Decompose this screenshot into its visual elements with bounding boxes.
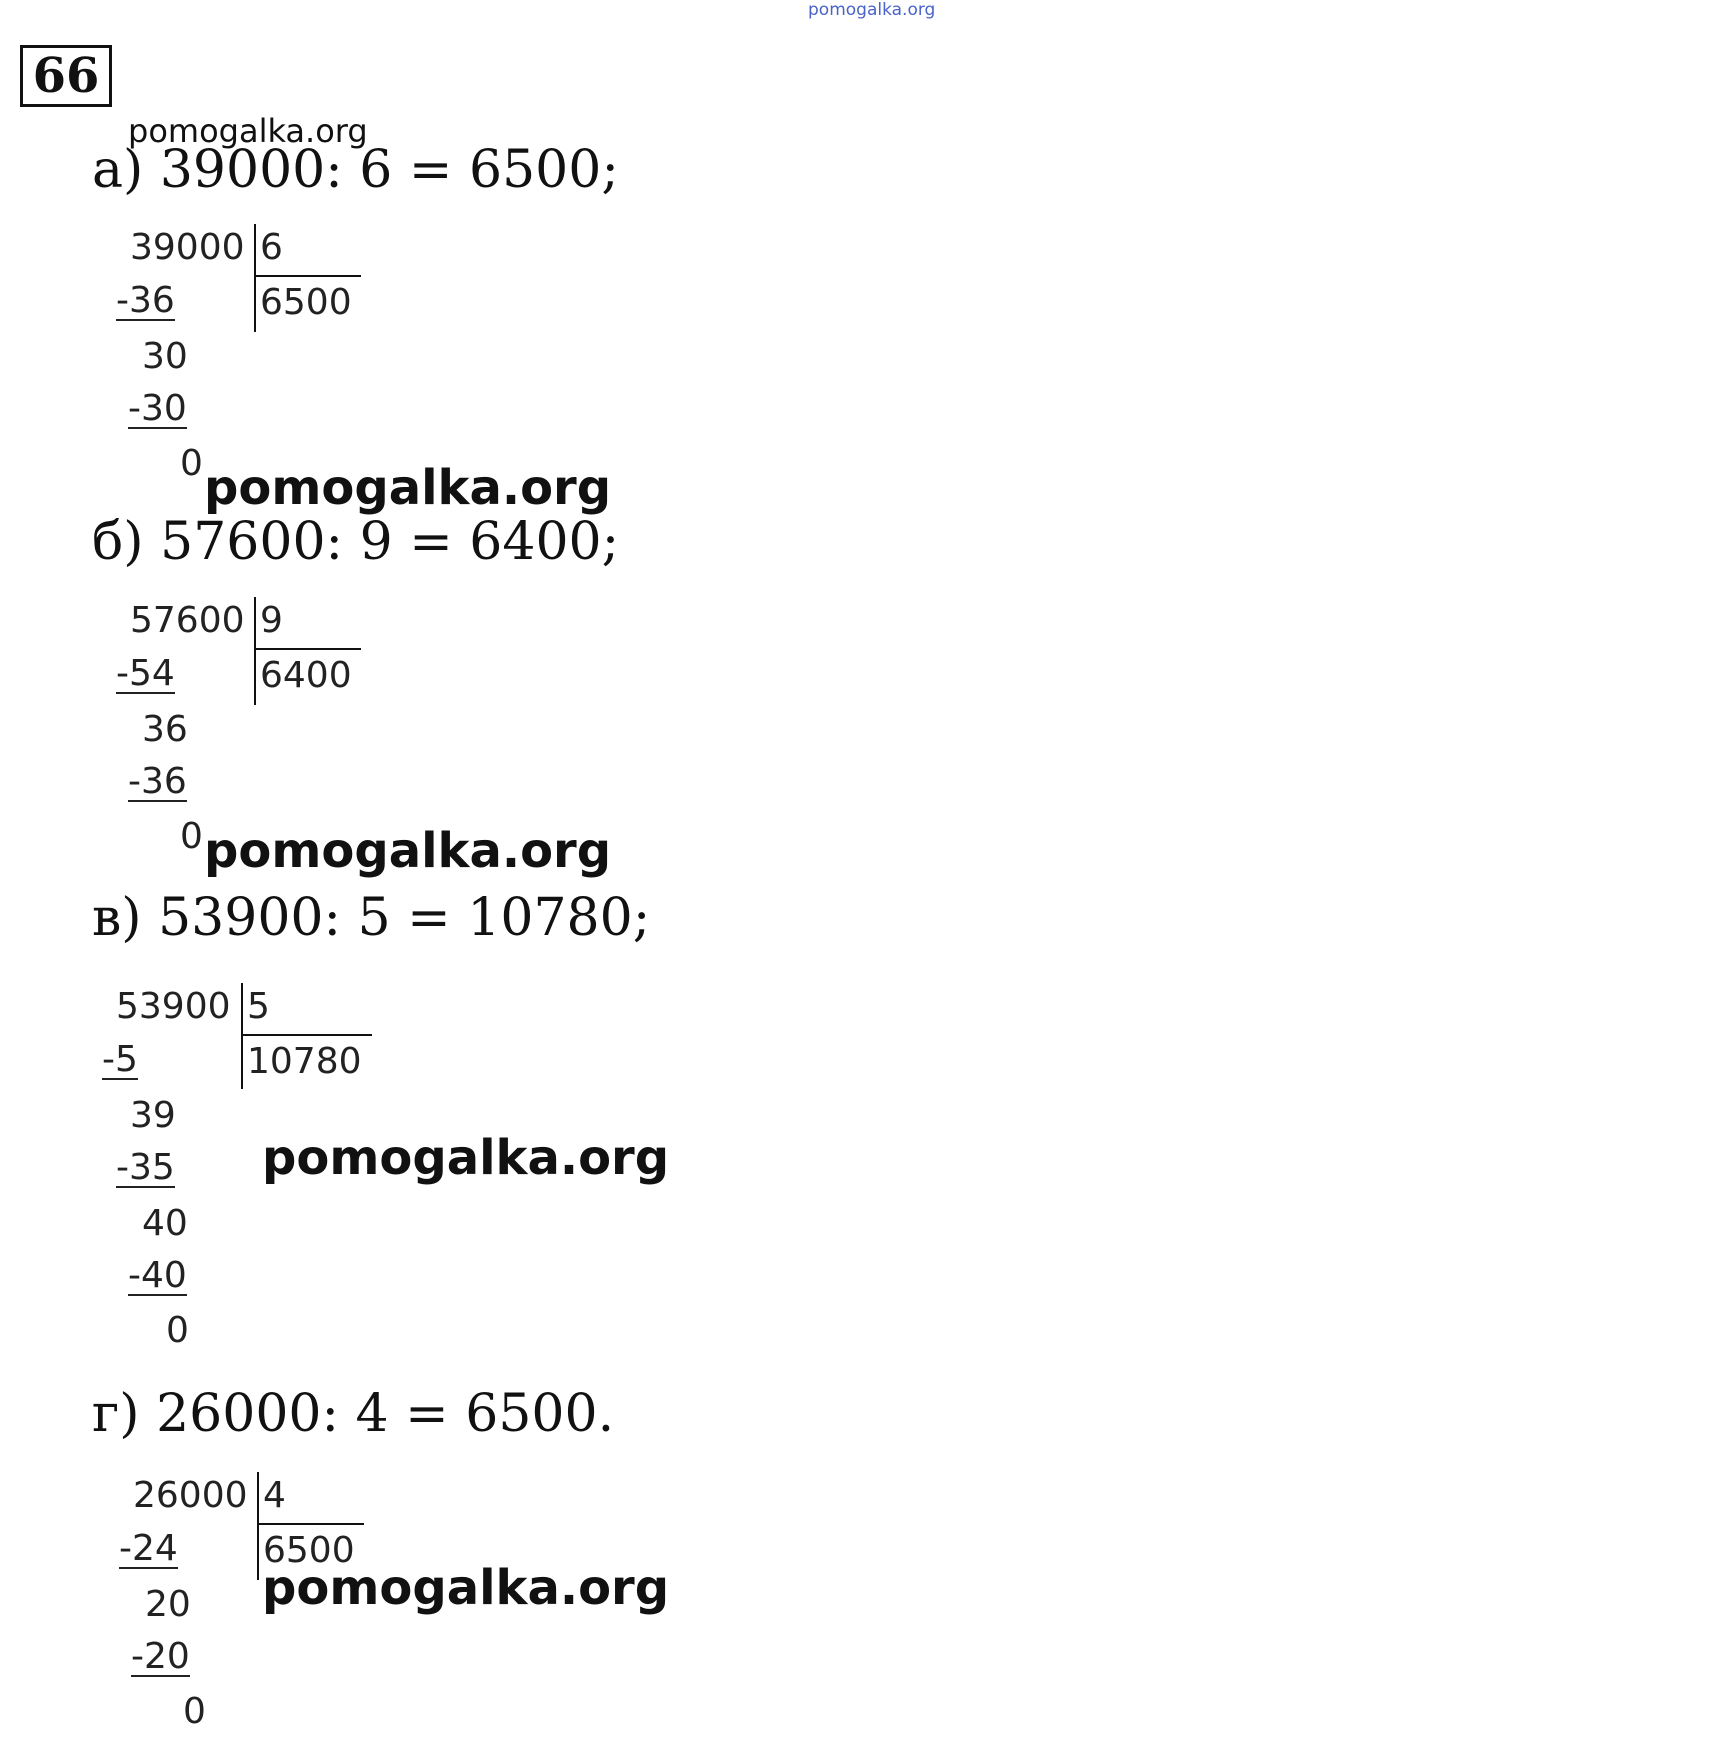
step: -40: [128, 1255, 187, 1296]
quotient: 6500: [263, 1530, 355, 1571]
step: -20: [131, 1636, 190, 1677]
dividend: 39000: [130, 227, 245, 268]
step: 0: [166, 1310, 189, 1351]
division-bar: [254, 597, 256, 705]
step: -54: [116, 653, 175, 694]
dividend: 53900: [116, 986, 231, 1027]
site-watermark-top: pomogalka.org: [808, 0, 936, 20]
step: -5: [102, 1039, 138, 1080]
step: -24: [119, 1528, 178, 1569]
step: 39: [130, 1095, 176, 1136]
step: -36: [128, 761, 187, 802]
step: -35: [116, 1147, 175, 1188]
equation-text: 57600: 9 = 6400;: [160, 512, 620, 572]
step: 40: [142, 1203, 188, 1244]
divisor: 9: [260, 600, 283, 641]
step: 30: [142, 336, 188, 377]
quotient: 6500: [260, 282, 352, 323]
equation-a: [92, 140, 619, 200]
watermark: pomogalka.org: [204, 460, 612, 516]
watermark: pomogalka.org: [262, 1560, 670, 1616]
step: -36: [116, 280, 175, 321]
step: 20: [145, 1584, 191, 1625]
part-label: б): [92, 512, 144, 572]
quotient-line: [258, 1523, 364, 1525]
watermark: pomogalka.org: [204, 823, 612, 879]
division-bar: [241, 983, 243, 1089]
quotient: 10780: [247, 1041, 362, 1082]
divisor: 6: [260, 227, 283, 268]
equation-text: 26000: 4 = 6500.: [156, 1384, 615, 1444]
quotient-line: [255, 648, 361, 650]
division-bar: [257, 1472, 259, 1580]
dividend: 26000: [133, 1475, 248, 1516]
equation-text: 39000: 6 = 6500;: [159, 140, 619, 200]
step: 0: [183, 1691, 206, 1732]
step: 0: [180, 443, 203, 484]
quotient-line: [255, 275, 361, 277]
problem-number: 66: [20, 45, 112, 107]
watermark: pomogalka.org: [128, 112, 368, 150]
step: -30: [128, 388, 187, 429]
divisor: 4: [263, 1475, 286, 1516]
dividend: 57600: [130, 600, 245, 641]
division-bar: [254, 224, 256, 332]
equation-text: 53900: 5 = 10780;: [158, 888, 651, 948]
part-label: в): [92, 888, 142, 948]
watermark: pomogalka.org: [262, 1130, 670, 1186]
step: 0: [180, 816, 203, 857]
quotient-line: [242, 1034, 372, 1036]
part-label: г): [92, 1384, 140, 1444]
equation-c: [92, 888, 650, 948]
divisor: 5: [247, 986, 270, 1027]
equation-d: [92, 1384, 614, 1444]
quotient: 6400: [260, 655, 352, 696]
equation-b: [92, 512, 619, 572]
part-label: а): [92, 140, 144, 200]
step: 36: [142, 709, 188, 750]
